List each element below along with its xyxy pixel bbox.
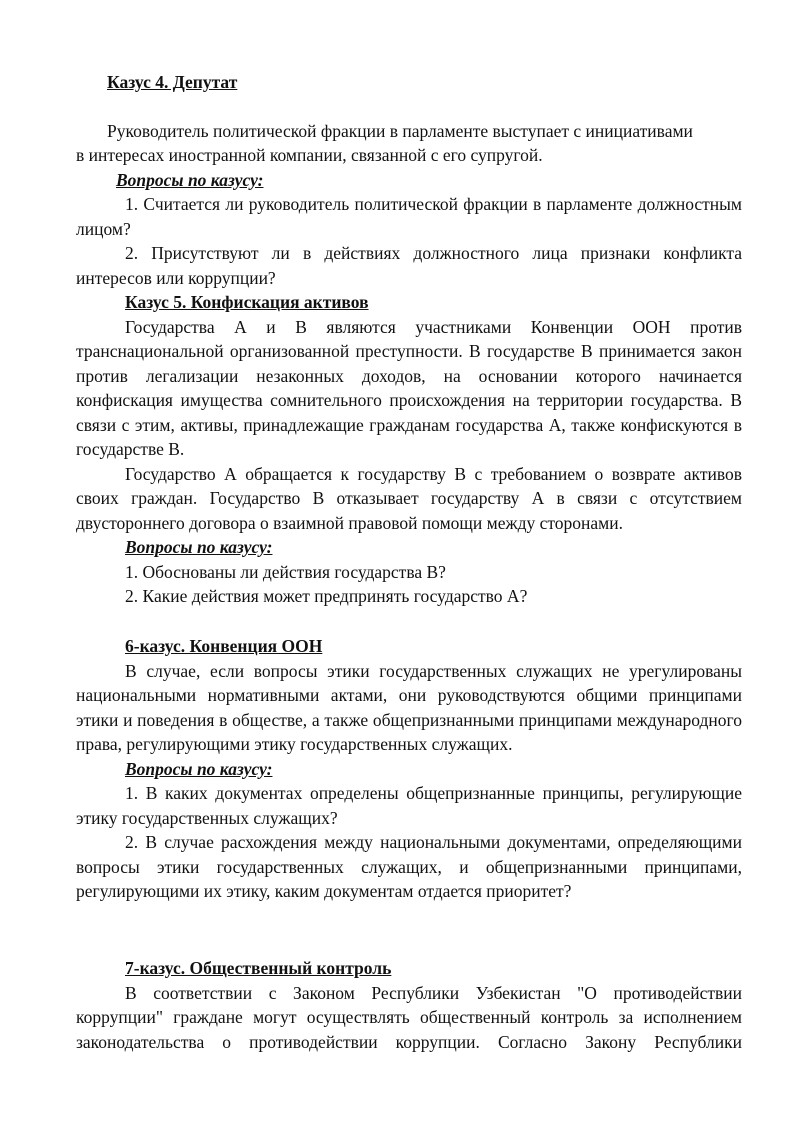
case-7-paragraph-1: В соответствии с Законом Республики Узбекистан "О противодействии коррупции" граждане могут осуществлять общественный контроль за исполнением законодательства о противодействии коррупции. Согласно Закону Республики: [76, 982, 742, 1052]
case-4-question-1: 1. Считается ли руководитель политической фракции в парламенте должностным лицом?: [76, 194, 742, 239]
case-6: [76, 634, 742, 904]
case-5-question-2: 2. Какие действия может предпринять государство А?: [125, 586, 528, 606]
case-7-title: 7-казус. Общественный контроль: [125, 958, 392, 978]
case-6-paragraph-1: В случае, если вопросы этики государственных служащих не урегулированы национальными нормативными актами, они руководствуются общими принципами этики и поведения в обществе, а также общепризнанными принципами международного права, регулирующими этику государственных служащих.: [76, 660, 742, 754]
spacer: [76, 95, 742, 119]
case-4-question-2: 2. Присутствуют ли в действиях должностного лица признаки конфликта интересов или коррупции?: [76, 243, 742, 288]
case-7: [76, 956, 742, 1054]
case-5-title: Казус 5. Конфискация активов: [125, 292, 369, 312]
case-6-title: 6-казус. Конвенция ООН: [125, 636, 323, 656]
case-5-paragraph-2: Государство А обращается к государству В с требованием о возврате активов своих граждан. Государство В отказывает государству А в связи с отсутствием двустороннего договора о взаимной правовой помощи между сторонами.: [76, 463, 742, 533]
case-5-questions-title: Вопросы по казусу:: [125, 537, 273, 557]
case-4-title: Казус 4. Депутат: [107, 72, 238, 92]
case-5: [76, 290, 742, 609]
case-5-paragraph-1: Государства А и В являются участниками Конвенции ООН против транснациональной организованной преступности. В государстве В принимается закон против легализации незаконных доходов, на основании которого начинается конфискация имущества сомнительного происхождения на территории государства. В связи с этим, активы, принадлежащие гражданам государства А, также конфискуются в государстве В.: [76, 316, 742, 459]
case-4: [76, 70, 742, 290]
case-5-question-1: 1. Обоснованы ли действия государства В?: [125, 561, 446, 582]
case-4-body-text-1: Руководитель политической фракции в парламенте выступает с инициативами: [107, 120, 693, 141]
case-6-question-2: 2. В случае расхождения между национальными документами, определяющими вопросы этики государственных служащих, и общепризнанными принципами, регулирующими их этику, каким документам отдается приоритет?: [76, 832, 742, 901]
case-6-question-1: 1. В каких документах определены общепризнанные принципы, регулирующие этику государственных служащих?: [76, 783, 742, 828]
case-4-questions-title: Вопросы по казусу:: [116, 169, 264, 190]
case-4-body-line-2: в интересах иностранной компании, связанной с его супругой.: [76, 145, 543, 165]
case-6-questions-title: Вопросы по казусу:: [125, 758, 273, 779]
case-4-body-line-1: [48, 119, 742, 144]
